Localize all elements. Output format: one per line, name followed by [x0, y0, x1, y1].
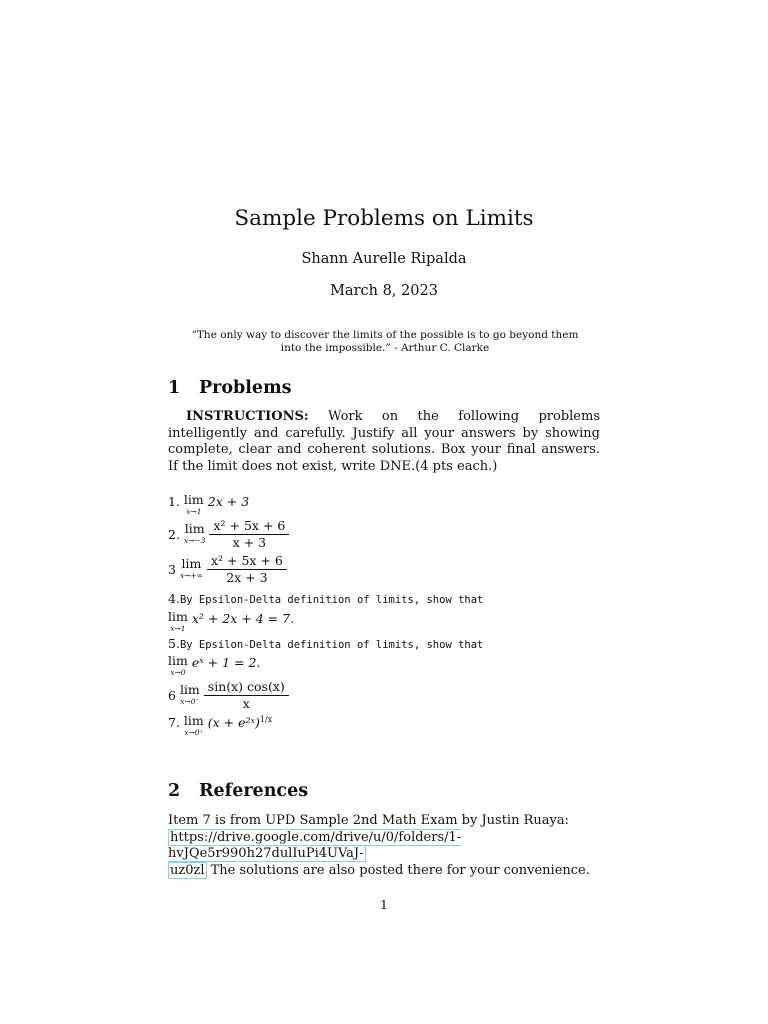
problem-label: 6	[168, 688, 176, 703]
problem-6	[168, 679, 289, 712]
lim-word: lim	[168, 609, 188, 624]
drive-link-continued[interactable]: uz0zl	[170, 862, 205, 878]
references-outro: The solutions are also posted there for your convenience.	[206, 862, 590, 878]
lim-word: lim	[181, 555, 202, 571]
lim-word: lim	[184, 520, 205, 536]
references-intro: Item 7 is from UPD Sample 2nd Math Exam by Justin Ruaya:	[168, 813, 569, 828]
problem-label: 3	[168, 562, 176, 577]
problem-label: 1.	[168, 494, 180, 509]
instructions-text: Work on the following problems intelligently and carefully. Justify all your answers by showing complete, clear and coherent solutions. Box your final answers. If the limit does not exist, write DNE.(4 pts each.)	[168, 409, 600, 474]
section-title: References	[199, 781, 309, 801]
section-heading-problems	[168, 378, 291, 398]
numerator: x² + 5x + 6	[207, 553, 287, 570]
references-paragraph	[168, 813, 600, 879]
numerator: sin(x) cos(x)	[204, 679, 289, 696]
problem-text: By Epsilon-Delta definition of limits, show that	[179, 594, 484, 606]
numerator: x² + 5x + 6	[209, 518, 289, 535]
problem-2	[168, 518, 289, 551]
problem-4-statement	[168, 591, 483, 606]
problem-text: By Epsilon-Delta definition of limits, show that	[179, 639, 484, 651]
epigraph-quote: ”The only way to discover the limits of the possible is to go beyond them into the impossible.” - Arthur C. Clarke	[191, 329, 579, 354]
limit-subscript: x→0⁺	[184, 728, 204, 737]
denominator: x + 3	[232, 535, 267, 550]
problem-label: 4.	[168, 591, 180, 606]
problem-1	[168, 494, 249, 518]
limit-operator	[179, 681, 200, 708]
fraction	[209, 518, 289, 551]
denominator: x	[242, 696, 250, 711]
lim-word: lim	[183, 492, 204, 507]
limit-operator	[168, 655, 188, 679]
lim-word: lim	[183, 713, 204, 728]
instructions-paragraph	[168, 409, 600, 475]
document-title: Sample Problems on Limits	[234, 206, 534, 231]
problem-4-expression	[168, 611, 294, 635]
problem-3	[168, 553, 287, 586]
problem-label: 5.	[168, 636, 180, 651]
problem-5-statement	[168, 636, 483, 651]
section-heading-references	[168, 781, 308, 801]
limit-operator	[184, 494, 204, 518]
section-number: 1	[168, 378, 181, 398]
limit-operator	[179, 555, 203, 582]
limit-expression: 2x + 3	[207, 494, 250, 509]
limit-subscript: x→1	[186, 507, 202, 516]
limit-expression: x² + 2x + 4 = 7.	[191, 611, 295, 626]
lim-word: lim	[179, 681, 200, 697]
problem-7	[168, 715, 272, 739]
limit-operator	[184, 715, 204, 739]
limit-expression: (x + e²ˣ)	[207, 715, 260, 731]
problem-label: 2.	[168, 527, 180, 542]
limit-subscript: x→1	[170, 624, 186, 633]
exponent: 1/x	[259, 715, 273, 724]
instructions-lead: INSTRUCTIONS:	[186, 409, 309, 424]
problem-5-expression	[168, 655, 260, 679]
problem-label: 7.	[168, 715, 180, 731]
limit-subscript: x→0	[170, 668, 186, 677]
denominator: 2x + 3	[226, 570, 268, 585]
page-number: 1	[380, 897, 388, 912]
fraction	[204, 679, 289, 712]
section-number: 2	[168, 781, 181, 801]
limit-expression: eˣ + 1 = 2.	[191, 655, 261, 670]
author: Shann Aurelle Ripalda	[301, 251, 467, 267]
fraction	[207, 553, 287, 586]
limit-subscript: x→+∞	[179, 570, 203, 580]
limit-subscript: x→−3	[183, 535, 206, 545]
section-title: Problems	[199, 378, 292, 398]
limit-operator	[168, 611, 188, 635]
drive-link[interactable]: https://drive.google.com/drive/u/0/folders/1-hvJQe5r990h27dulIuPi4UVaJ-	[168, 829, 462, 861]
limit-subscript: x→0⁻	[180, 696, 200, 706]
date: March 8, 2023	[330, 283, 438, 299]
limit-operator	[183, 520, 206, 547]
lim-word: lim	[168, 653, 188, 668]
